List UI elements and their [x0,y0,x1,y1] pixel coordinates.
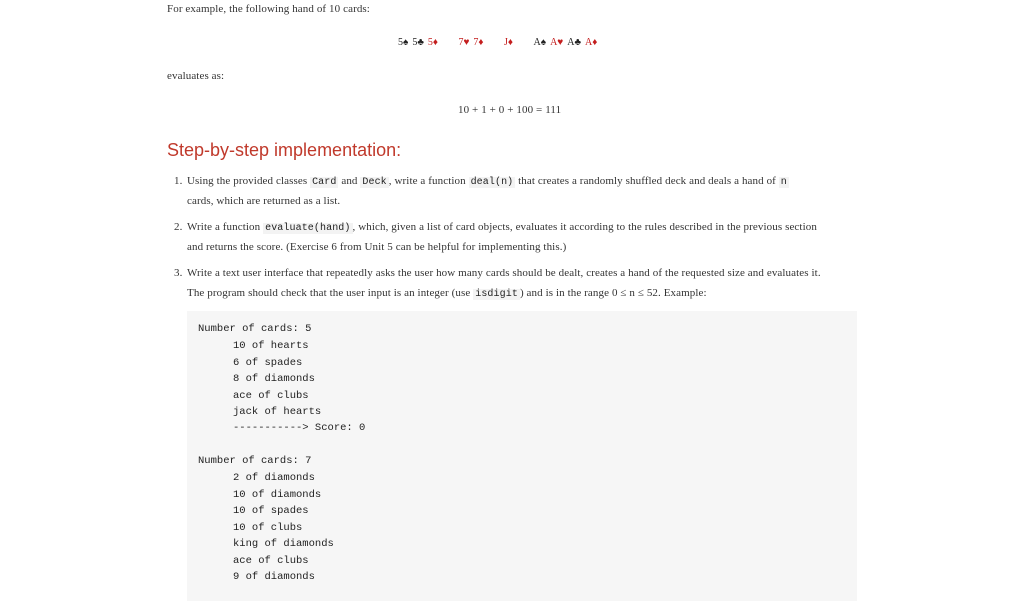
card-group [534,37,598,48]
card-line: 6 of spades [233,356,303,369]
playing-card: A♦ [585,37,598,48]
card-group [458,37,483,48]
step-number: 3. [174,267,183,279]
text-span: ) and is in the range 0 ≤ n ≤ 52. Example: [519,287,707,299]
playing-card: A♣ [567,37,582,48]
playing-card: J♦ [504,37,514,48]
card-line: 2 of diamonds [233,472,315,484]
intro-text: For example, the following hand of 10 cards: [167,3,370,15]
card-line: 8 of diamonds [233,373,315,385]
code-card: Card [312,177,337,188]
example-output-block [187,311,857,601]
step-number: 2. [174,221,183,233]
card-line: 10 of spades [233,505,309,517]
text-span: that creates a randomly shuffled deck and deals a hand of [515,175,779,187]
card-line: ace of clubs [233,554,309,567]
text-span: , write a function [388,175,469,187]
card-line: 10 of hearts [233,340,309,352]
playing-card: 7♥ [458,37,470,48]
text-span: and [338,175,361,187]
card-group [504,37,513,48]
code-n: n [780,177,787,188]
prompt-line: Number of cards: 7 [198,455,312,467]
text-span: , which, given a list of card objects, evaluates it according to the rules described in the previous section [352,221,817,233]
step-text: Write a text user interface that repeatedly asks the user how many cards should be dealt, creates a hand of the requested size and evaluates it. [187,267,821,279]
card-hand [398,37,597,48]
playing-card: 7♦ [473,37,484,48]
text-span: The program should check that the user input is an integer (use [187,287,474,299]
step-number: 1. [174,175,183,187]
code-deal: deal(n) [470,177,514,188]
code-evaluate: evaluate(hand) [265,223,351,234]
score-equation: 10 + 1 + 0 + 100 = 111 [458,104,562,116]
step-text [187,175,789,188]
playing-card: 5♣ [412,37,424,48]
code-deck: Deck [362,177,387,188]
card-line: king of diamonds [233,538,334,550]
card-group [398,37,438,48]
playing-card: A♥ [550,37,564,48]
code-isdigit: isdigit [475,289,518,300]
step-text [187,221,817,234]
card-line: 10 of diamonds [233,488,322,501]
playing-card: 5♦ [427,37,438,48]
step-text-cont [187,287,707,300]
card-line: ace of clubs [233,389,309,402]
playing-card: 5♠ [398,37,409,48]
card-line: jack of hearts [233,406,322,418]
text-span: Using the provided classes [187,175,311,187]
playing-card: A♠ [533,37,547,48]
text-span: Write a function [187,221,264,233]
step-text-cont: cards, which are returned as a list. [187,195,341,207]
evaluates-text: evaluates as: [167,70,225,82]
card-line: 9 of diamonds [233,571,315,583]
prompt-line: Number of cards: 5 [198,323,312,335]
step-text-cont: and returns the score. (Exercise 6 from Unit 5 can be helpful for implementing this.) [187,241,567,253]
section-title: Step-by-step implementation: [167,140,402,160]
score-line: -----------> Score: 0 [233,422,366,434]
card-line: 10 of clubs [233,521,303,534]
